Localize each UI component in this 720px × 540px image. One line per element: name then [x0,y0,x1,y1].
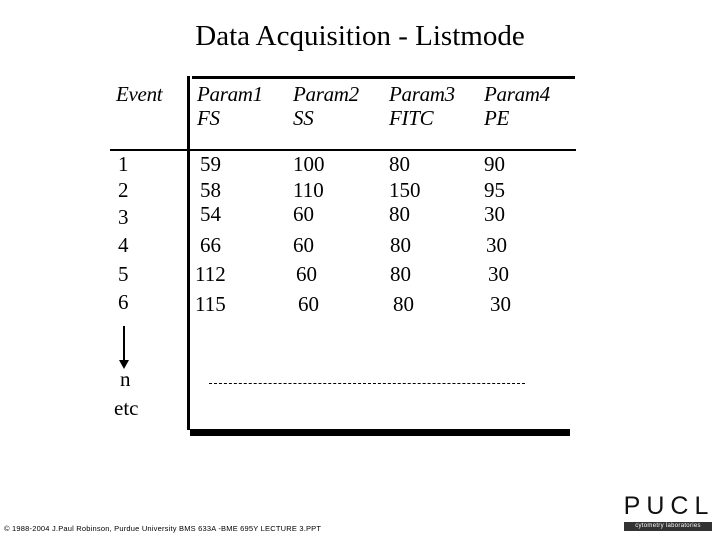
event-cell: 1 [118,152,129,176]
logo-subtitle: cytometry laboratories [624,522,712,531]
param1-header [197,82,263,130]
param3-cell: 80 [390,233,411,257]
param4-cell: 30 [486,233,507,257]
event-cell: 4 [118,233,129,257]
logo-text: PUCL [623,492,715,520]
table-top-rule [192,76,575,79]
down-arrow-icon [119,326,129,370]
param4-header [484,82,550,130]
param1-cell: 115 [195,292,226,316]
event-cell: 6 [118,290,129,314]
param2-cell: 60 [293,202,314,226]
param2-cell: 60 [296,262,317,286]
param1-cell: 112 [195,262,226,286]
param2-cell: 60 [293,233,314,257]
param3-sub: FITC [389,106,434,130]
param4-name: Param4 [484,82,550,106]
param2-cell: 60 [298,292,319,316]
param4-cell: 90 [484,152,505,176]
param2-cell: 100 [293,152,325,176]
pucl-logo-icon [622,492,716,536]
param1-cell: 66 [200,233,221,257]
param3-cell: 80 [389,202,410,226]
footer-copyright: © 1988-2004 J.Paul Robinson, Purdue University BMS 633A -BME 695Y LECTURE 3.PPT [4,524,322,533]
table-vertical-rule [187,76,190,430]
param1-name: Param1 [197,82,263,106]
param1-cell: 59 [200,152,221,176]
tail-label-n: n [120,367,131,391]
param2-sub: SS [293,106,314,130]
param1-sub: FS [197,106,220,130]
param3-cell: 150 [389,178,421,202]
param3-header [389,82,455,130]
param2-cell: 110 [293,178,324,202]
param4-cell: 30 [490,292,511,316]
param3-cell: 80 [389,152,410,176]
event-cell: 5 [118,262,129,286]
param4-sub: PE [484,106,510,130]
param4-cell: 95 [484,178,505,202]
param2-header [293,82,359,130]
param2-name: Param2 [293,82,359,106]
page-title: Data Acquisition - Listmode [195,20,525,52]
param3-name: Param3 [389,82,455,106]
event-header: Event [116,82,163,106]
param3-cell: 80 [390,262,411,286]
continuation-dashed-line [209,383,525,384]
table-header-rule [110,149,576,151]
param1-cell: 58 [200,178,221,202]
event-cell: 2 [118,178,129,202]
table-bottom-rule [190,429,570,436]
param1-cell: 54 [200,202,221,226]
param3-cell: 80 [393,292,414,316]
tail-label-etc: etc [114,396,139,420]
param4-cell: 30 [484,202,505,226]
param4-cell: 30 [488,262,509,286]
event-cell: 3 [118,205,129,229]
